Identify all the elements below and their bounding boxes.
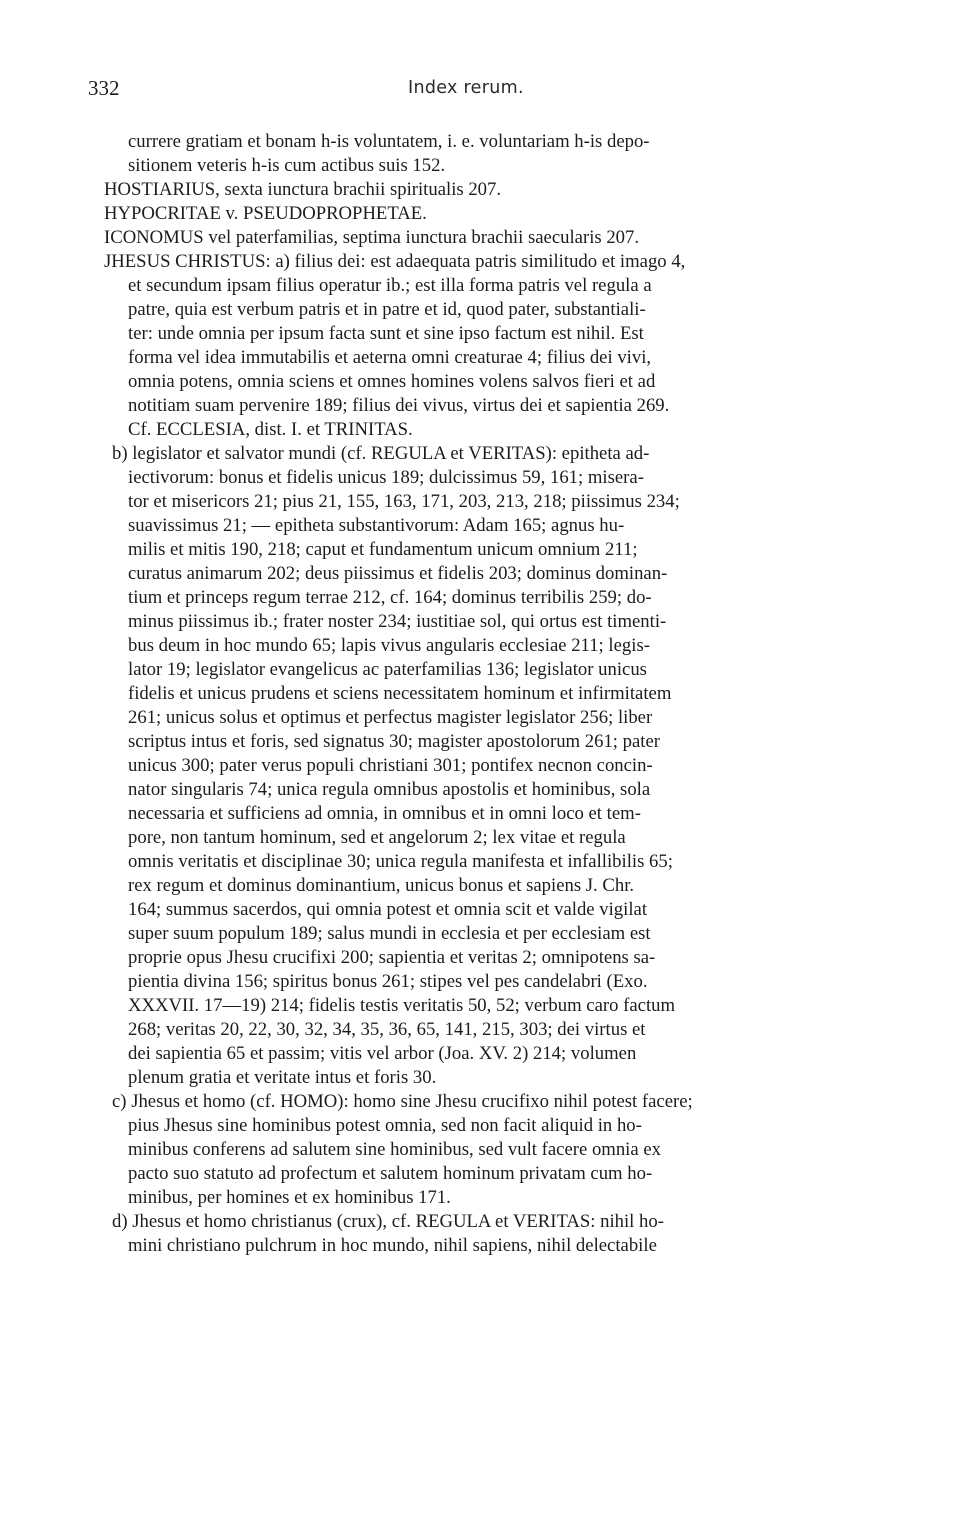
text-line: 164; summus sacerdos, qui omnia potest et omnia scit et valde vigilat <box>128 899 648 920</box>
text-line: omnis veritatis et disciplinae 30; unica regula manifesta et infallibilis 65; <box>128 851 673 872</box>
text-line: lator 19; legislator evangelicus ac paterfamilias 136; legislator unicus <box>128 659 647 680</box>
text-line: curatus animarum 202; deus piissimus et fidelis 203; dominus dominan- <box>128 563 668 584</box>
page-header <box>88 76 888 106</box>
text-line: tium et princeps regum terrae 212, cf. 164; dominus terribilis 259; do- <box>128 587 652 608</box>
text-line: JHESUS CHRISTUS: a) filius dei: est adaequata patris similitudo et imago 4, <box>104 251 686 272</box>
text-line: milis et mitis 190, 218; caput et fundamentum unicum omnium 211; <box>128 539 638 560</box>
text-line: minus piissimus ib.; frater noster 234; iustitiae sol, qui ortus est timenti- <box>128 611 667 632</box>
text-line: currere gratiam et bonam h-is voluntatem, i. e. voluntariam h-is depo- <box>128 131 650 152</box>
text-line: 261; unicus solus et optimus et perfectus magister legislator 256; liber <box>128 707 653 728</box>
running-head: Index rerum. <box>408 78 524 98</box>
text-line: plenum gratia et veritate intus et foris 30. <box>128 1067 437 1088</box>
text-line: omnia potens, omnia sciens et omnes homines volens salvos fieri et ad <box>128 371 656 392</box>
text-line: proprie opus Jhesu crucifixi 200; sapientia et veritas 2; omnipotens sa- <box>128 947 656 968</box>
text-line: 268; veritas 20, 22, 30, 32, 34, 35, 36, 65, 141, 215, 303; dei virtus et <box>128 1019 646 1040</box>
text-line: suavissimus 21; — epitheta substantivorum: Adam 165; agnus hu- <box>128 515 625 536</box>
text-line: b) legislator et salvator mundi (cf. REGULA et VERITAS): epitheta ad- <box>112 443 650 464</box>
text-line: pore, non tantum hominum, sed et angelorum 2; lex vitae et regula <box>128 827 626 848</box>
text-line: iectivorum: bonus et fidelis unicus 189; dulcissimus 59, 161; misera- <box>128 467 644 488</box>
text-line: dei sapientia 65 et passim; vitis vel arbor (Joa. XV. 2) 214; volumen <box>128 1043 637 1064</box>
text-line: tor et misericors 21; pius 21, 155, 163, 171, 203, 213, 218; piissimus 234; <box>128 491 680 512</box>
text-line: HOSTIARIUS, sexta iunctura brachii spiritualis 207. <box>104 179 502 200</box>
text-line: unicus 300; pater verus populi christiani 301; pontifex necnon concin- <box>128 755 653 776</box>
text-line: pacto suo statuto ad profectum et salutem hominum privatam cum ho- <box>128 1163 653 1184</box>
text-line: forma vel idea immutabilis et aeterna omni creaturae 4; filius dei vivi, <box>128 347 652 368</box>
text-line: et secundum ipsam filius operatur ib.; est illa forma patris vel regula a <box>128 275 652 296</box>
text-line: Cf. ECCLESIA, dist. I. et TRINITAS. <box>128 419 413 440</box>
text-line: sitionem veteris h-is cum actibus suis 152. <box>128 155 446 176</box>
text-line: scriptus intus et foris, sed signatus 30; magister apostolorum 261; pater <box>128 731 661 752</box>
text-line: rex regum et dominus dominantium, unicus bonus et sapiens J. Chr. <box>128 875 635 896</box>
text-line: pius Jhesus sine hominibus potest omnia, sed non facit aliquid in ho- <box>128 1115 642 1136</box>
text-line: minibus, per homines et ex hominibus 171. <box>128 1187 451 1208</box>
text-line: ICONOMUS vel paterfamilias, septima iunctura brachii saecularis 207. <box>104 227 640 248</box>
text-line: fidelis et unicus prudens et sciens necessitatem hominum et infirmitatem <box>128 683 672 704</box>
text-line: patre, quia est verbum patris et in patre et id, quod pater, substantiali- <box>128 299 646 320</box>
text-line: super suum populum 189; salus mundi in ecclesia et per ecclesiam est <box>128 923 651 944</box>
text-line: mini christiano pulchrum in hoc mundo, nihil sapiens, nihil delectabile <box>128 1235 657 1256</box>
text-line: minibus conferens ad salutem sine hominibus, sed vult facere omnia ex <box>128 1139 661 1160</box>
text-line: HYPOCRITAE v. PSEUDOPROPHETAE. <box>104 203 427 224</box>
text-line: notitiam suam pervenire 189; filius dei vivus, virtus dei et sapientia 269. <box>128 395 670 416</box>
text-line: necessaria et sufficiens ad omnia, in omnibus et in omni loco et tem- <box>128 803 641 824</box>
text-line: pientia divina 156; spiritus bonus 261; stipes vel pes candelabri (Exo. <box>128 971 648 992</box>
text-line: nator singularis 74; unica regula omnibus apostolis et hominibus, sola <box>128 779 651 800</box>
page-number: 332 <box>88 76 120 100</box>
index-entries <box>104 130 864 1258</box>
text-line: ter: unde omnia per ipsum facta sunt et sine ipso factum est nihil. Est <box>128 323 644 344</box>
text-line: XXXVII. 17—19) 214; fidelis testis veritatis 50, 52; verbum caro factum <box>128 995 676 1016</box>
text-line: d) Jhesus et homo christianus (crux), cf. REGULA et VERITAS: nihil ho- <box>112 1211 664 1232</box>
text-line: c) Jhesus et homo (cf. HOMO): homo sine Jhesu crucifixo nihil potest facere; <box>112 1091 693 1112</box>
text-line: bus deum in hoc mundo 65; lapis vivus angularis ecclesiae 211; legis- <box>128 635 650 656</box>
